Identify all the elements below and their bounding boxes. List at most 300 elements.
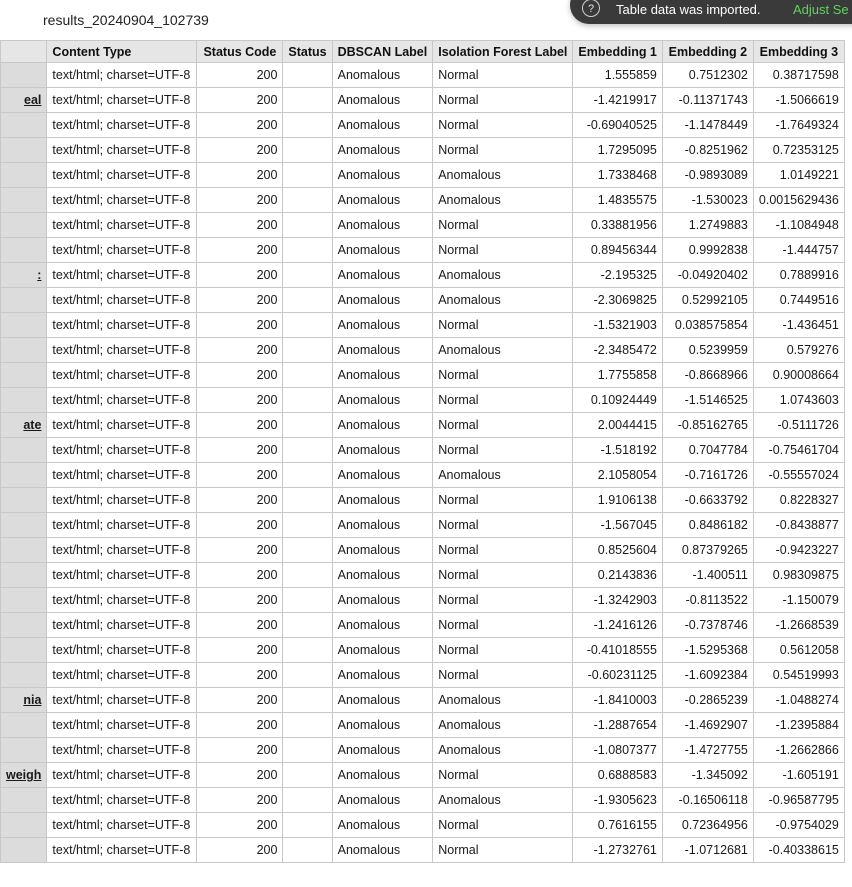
embedding-2-cell[interactable]: -1.5146525 <box>662 388 753 413</box>
status-cell[interactable] <box>283 588 332 613</box>
content-type-cell[interactable]: text/html; charset=UTF-8 <box>47 788 197 813</box>
embedding-3-cell[interactable]: -1.7649324 <box>753 113 844 138</box>
dbscan-label-cell[interactable]: Anomalous <box>332 638 433 663</box>
row-label[interactable]: : <box>1 263 47 288</box>
embedding-1-cell[interactable]: -1.0807377 <box>573 738 662 763</box>
question-icon[interactable]: ? <box>582 0 600 17</box>
embedding-3-cell[interactable]: -1.2668539 <box>753 613 844 638</box>
content-type-cell[interactable]: text/html; charset=UTF-8 <box>47 813 197 838</box>
status-cell[interactable] <box>283 638 332 663</box>
embedding-2-cell[interactable]: 0.7512302 <box>662 63 753 88</box>
embedding-1-cell[interactable]: -1.2416126 <box>573 613 662 638</box>
status-cell[interactable] <box>283 188 332 213</box>
embedding-2-cell[interactable]: 0.038575854 <box>662 313 753 338</box>
embedding-2-cell[interactable]: -0.8668966 <box>662 363 753 388</box>
row-label[interactable] <box>1 63 47 88</box>
dbscan-label-cell[interactable]: Anomalous <box>332 688 433 713</box>
embedding-3-cell[interactable]: -0.8438877 <box>753 513 844 538</box>
row-label[interactable] <box>1 538 47 563</box>
column-header[interactable]: Status <box>283 41 332 63</box>
isolation-forest-label-cell[interactable]: Normal <box>433 638 573 663</box>
embedding-2-cell[interactable]: 0.72364956 <box>662 813 753 838</box>
dbscan-label-cell[interactable]: Anomalous <box>332 788 433 813</box>
status-cell[interactable] <box>283 563 332 588</box>
content-type-cell[interactable]: text/html; charset=UTF-8 <box>47 638 197 663</box>
embedding-1-cell[interactable]: 1.7295095 <box>573 138 662 163</box>
embedding-1-cell[interactable]: -2.3485472 <box>573 338 662 363</box>
embedding-3-cell[interactable]: -1.436451 <box>753 313 844 338</box>
isolation-forest-label-cell[interactable]: Anomalous <box>433 338 573 363</box>
embedding-2-cell[interactable]: -1.5295368 <box>662 638 753 663</box>
isolation-forest-label-cell[interactable]: Normal <box>433 513 573 538</box>
embedding-2-cell[interactable]: -0.2865239 <box>662 688 753 713</box>
status-cell[interactable] <box>283 413 332 438</box>
row-label[interactable] <box>1 788 47 813</box>
embedding-3-cell[interactable]: 0.7889916 <box>753 263 844 288</box>
status-cell[interactable] <box>283 713 332 738</box>
status-code-cell[interactable]: 200 <box>197 63 283 88</box>
status-code-cell[interactable]: 200 <box>197 788 283 813</box>
dbscan-label-cell[interactable]: Anomalous <box>332 313 433 338</box>
embedding-3-cell[interactable]: 0.98309875 <box>753 563 844 588</box>
embedding-1-cell[interactable]: 0.10924449 <box>573 388 662 413</box>
dbscan-label-cell[interactable]: Anomalous <box>332 188 433 213</box>
isolation-forest-label-cell[interactable]: Normal <box>433 563 573 588</box>
embedding-2-cell[interactable]: -0.9893089 <box>662 163 753 188</box>
status-code-cell[interactable]: 200 <box>197 738 283 763</box>
status-cell[interactable] <box>283 813 332 838</box>
embedding-3-cell[interactable]: -0.55557024 <box>753 463 844 488</box>
embedding-1-cell[interactable]: -2.195325 <box>573 263 662 288</box>
isolation-forest-label-cell[interactable]: Anomalous <box>433 688 573 713</box>
isolation-forest-label-cell[interactable]: Anomalous <box>433 288 573 313</box>
embedding-1-cell[interactable]: 0.33881956 <box>573 213 662 238</box>
embedding-2-cell[interactable]: -1.530023 <box>662 188 753 213</box>
embedding-1-cell[interactable]: 1.4835575 <box>573 188 662 213</box>
isolation-forest-label-cell[interactable]: Normal <box>433 413 573 438</box>
embedding-2-cell[interactable]: 0.52992105 <box>662 288 753 313</box>
embedding-3-cell[interactable]: -1.150079 <box>753 588 844 613</box>
embedding-3-cell[interactable]: 0.7449516 <box>753 288 844 313</box>
embedding-3-cell[interactable]: 0.579276 <box>753 338 844 363</box>
embedding-1-cell[interactable]: 1.7338468 <box>573 163 662 188</box>
dbscan-label-cell[interactable]: Anomalous <box>332 513 433 538</box>
embedding-3-cell[interactable]: 0.72353125 <box>753 138 844 163</box>
embedding-2-cell[interactable]: -1.400511 <box>662 563 753 588</box>
status-cell[interactable] <box>283 738 332 763</box>
row-label[interactable] <box>1 363 47 388</box>
dbscan-label-cell[interactable]: Anomalous <box>332 563 433 588</box>
status-cell[interactable] <box>283 763 332 788</box>
status-cell[interactable] <box>283 488 332 513</box>
row-label[interactable]: eal <box>1 88 47 113</box>
content-type-cell[interactable]: text/html; charset=UTF-8 <box>47 88 197 113</box>
isolation-forest-label-cell[interactable]: Anomalous <box>433 188 573 213</box>
dbscan-label-cell[interactable]: Anomalous <box>332 488 433 513</box>
dbscan-label-cell[interactable]: Anomalous <box>332 63 433 88</box>
status-cell[interactable] <box>283 338 332 363</box>
status-cell[interactable] <box>283 88 332 113</box>
embedding-3-cell[interactable]: -1.605191 <box>753 763 844 788</box>
status-code-cell[interactable]: 200 <box>197 113 283 138</box>
row-label[interactable]: weigh <box>1 763 47 788</box>
embedding-2-cell[interactable]: -1.1478449 <box>662 113 753 138</box>
isolation-forest-label-cell[interactable]: Normal <box>433 213 573 238</box>
embedding-3-cell[interactable]: -0.40338615 <box>753 838 844 863</box>
dbscan-label-cell[interactable]: Anomalous <box>332 338 433 363</box>
status-code-cell[interactable]: 200 <box>197 638 283 663</box>
status-cell[interactable] <box>283 663 332 688</box>
dbscan-label-cell[interactable]: Anomalous <box>332 613 433 638</box>
status-code-cell[interactable]: 200 <box>197 513 283 538</box>
isolation-forest-label-cell[interactable]: Anomalous <box>433 463 573 488</box>
embedding-3-cell[interactable]: 0.38717598 <box>753 63 844 88</box>
content-type-cell[interactable]: text/html; charset=UTF-8 <box>47 763 197 788</box>
status-code-cell[interactable]: 200 <box>197 688 283 713</box>
embedding-1-cell[interactable]: 1.9106138 <box>573 488 662 513</box>
status-code-cell[interactable]: 200 <box>197 188 283 213</box>
row-label[interactable] <box>1 638 47 663</box>
embedding-3-cell[interactable]: 0.90008664 <box>753 363 844 388</box>
status-code-cell[interactable]: 200 <box>197 713 283 738</box>
dbscan-label-cell[interactable]: Anomalous <box>332 288 433 313</box>
embedding-3-cell[interactable]: -0.5111726 <box>753 413 844 438</box>
status-code-cell[interactable]: 200 <box>197 838 283 863</box>
status-cell[interactable] <box>283 238 332 263</box>
row-label[interactable] <box>1 463 47 488</box>
status-code-cell[interactable]: 200 <box>197 463 283 488</box>
embedding-3-cell[interactable]: -1.0488274 <box>753 688 844 713</box>
embedding-3-cell[interactable]: -0.75461704 <box>753 438 844 463</box>
isolation-forest-label-cell[interactable]: Normal <box>433 438 573 463</box>
status-cell[interactable] <box>283 313 332 338</box>
dbscan-label-cell[interactable]: Anomalous <box>332 463 433 488</box>
dbscan-label-cell[interactable]: Anomalous <box>332 388 433 413</box>
content-type-cell[interactable]: text/html; charset=UTF-8 <box>47 438 197 463</box>
dbscan-label-cell[interactable]: Anomalous <box>332 763 433 788</box>
row-label[interactable]: ate <box>1 413 47 438</box>
embedding-1-cell[interactable]: -1.2887654 <box>573 713 662 738</box>
status-code-cell[interactable]: 200 <box>197 438 283 463</box>
embedding-2-cell[interactable]: -0.8251962 <box>662 138 753 163</box>
isolation-forest-label-cell[interactable]: Normal <box>433 313 573 338</box>
status-code-cell[interactable]: 200 <box>197 238 283 263</box>
isolation-forest-label-cell[interactable]: Normal <box>433 538 573 563</box>
row-label[interactable] <box>1 563 47 588</box>
column-header[interactable]: Isolation Forest Label <box>433 41 573 63</box>
status-cell[interactable] <box>283 438 332 463</box>
status-code-cell[interactable]: 200 <box>197 163 283 188</box>
status-code-cell[interactable]: 200 <box>197 313 283 338</box>
embedding-2-cell[interactable]: -1.4727755 <box>662 738 753 763</box>
status-code-cell[interactable]: 200 <box>197 813 283 838</box>
isolation-forest-label-cell[interactable]: Anomalous <box>433 738 573 763</box>
embedding-1-cell[interactable]: 0.6888583 <box>573 763 662 788</box>
content-type-cell[interactable]: text/html; charset=UTF-8 <box>47 263 197 288</box>
table-row <box>1 213 845 238</box>
embedding-1-cell[interactable]: 1.7755858 <box>573 363 662 388</box>
status-code-cell[interactable]: 200 <box>197 138 283 163</box>
isolation-forest-label-cell[interactable]: Normal <box>433 488 573 513</box>
content-type-cell[interactable]: text/html; charset=UTF-8 <box>47 138 197 163</box>
embedding-2-cell[interactable]: -1.4692907 <box>662 713 753 738</box>
row-label[interactable] <box>1 188 47 213</box>
content-type-cell[interactable]: text/html; charset=UTF-8 <box>47 363 197 388</box>
embedding-1-cell[interactable]: -1.4219917 <box>573 88 662 113</box>
embedding-2-cell[interactable]: 0.7047784 <box>662 438 753 463</box>
isolation-forest-label-cell[interactable]: Normal <box>433 813 573 838</box>
isolation-forest-label-cell[interactable]: Normal <box>433 838 573 863</box>
content-type-cell[interactable]: text/html; charset=UTF-8 <box>47 688 197 713</box>
status-code-cell[interactable]: 200 <box>197 413 283 438</box>
adjust-settings-button[interactable]: Adjust Se <box>793 2 849 17</box>
embedding-1-cell[interactable]: -0.69040525 <box>573 113 662 138</box>
content-type-cell[interactable]: text/html; charset=UTF-8 <box>47 513 197 538</box>
dbscan-label-cell[interactable]: Anomalous <box>332 538 433 563</box>
dbscan-label-cell[interactable]: Anomalous <box>332 438 433 463</box>
status-cell[interactable] <box>283 113 332 138</box>
embedding-2-cell[interactable]: 0.8486182 <box>662 513 753 538</box>
content-type-cell[interactable]: text/html; charset=UTF-8 <box>47 63 197 88</box>
embedding-1-cell[interactable]: 2.1058054 <box>573 463 662 488</box>
dbscan-label-cell[interactable]: Anomalous <box>332 88 433 113</box>
embedding-1-cell[interactable]: 0.89456344 <box>573 238 662 263</box>
column-header[interactable]: Embedding 2 <box>662 41 753 63</box>
embedding-1-cell[interactable]: -1.2732761 <box>573 838 662 863</box>
status-code-cell[interactable]: 200 <box>197 388 283 413</box>
embedding-3-cell[interactable]: 0.54519993 <box>753 663 844 688</box>
embedding-2-cell[interactable]: -1.6092384 <box>662 663 753 688</box>
embedding-2-cell[interactable]: -1.0712681 <box>662 838 753 863</box>
status-code-cell[interactable]: 200 <box>197 488 283 513</box>
status-cell[interactable] <box>283 63 332 88</box>
embedding-3-cell[interactable]: -1.1084948 <box>753 213 844 238</box>
embedding-1-cell[interactable]: 0.7616155 <box>573 813 662 838</box>
status-code-cell[interactable]: 200 <box>197 288 283 313</box>
embedding-2-cell[interactable]: 1.2749883 <box>662 213 753 238</box>
dbscan-label-cell[interactable]: Anomalous <box>332 113 433 138</box>
status-cell[interactable] <box>283 613 332 638</box>
isolation-forest-label-cell[interactable]: Normal <box>433 663 573 688</box>
status-cell[interactable] <box>283 213 332 238</box>
row-label[interactable] <box>1 488 47 513</box>
row-label[interactable] <box>1 713 47 738</box>
status-cell[interactable] <box>283 538 332 563</box>
row-label[interactable] <box>1 588 47 613</box>
embedding-3-cell[interactable]: -0.9754029 <box>753 813 844 838</box>
isolation-forest-label-cell[interactable]: Normal <box>433 763 573 788</box>
content-type-cell[interactable]: text/html; charset=UTF-8 <box>47 563 197 588</box>
column-header[interactable]: Status Code <box>197 41 283 63</box>
column-header[interactable]: Content Type <box>47 41 197 63</box>
embedding-1-cell[interactable]: -1.8410003 <box>573 688 662 713</box>
status-code-cell[interactable]: 200 <box>197 763 283 788</box>
row-label[interactable] <box>1 288 47 313</box>
content-type-cell[interactable]: text/html; charset=UTF-8 <box>47 838 197 863</box>
content-type-cell[interactable]: text/html; charset=UTF-8 <box>47 488 197 513</box>
row-label[interactable]: nia <box>1 688 47 713</box>
dbscan-label-cell[interactable]: Anomalous <box>332 588 433 613</box>
embedding-2-cell[interactable]: -0.8113522 <box>662 588 753 613</box>
embedding-1-cell[interactable]: -0.60231125 <box>573 663 662 688</box>
isolation-forest-label-cell[interactable]: Normal <box>433 88 573 113</box>
isolation-forest-label-cell[interactable]: Normal <box>433 588 573 613</box>
embedding-1-cell[interactable]: 1.555859 <box>573 63 662 88</box>
isolation-forest-label-cell[interactable]: Anomalous <box>433 713 573 738</box>
embedding-1-cell[interactable]: 2.0044415 <box>573 413 662 438</box>
embedding-3-cell[interactable]: -1.5066619 <box>753 88 844 113</box>
embedding-2-cell[interactable]: -0.16506118 <box>662 788 753 813</box>
embedding-1-cell[interactable]: -1.567045 <box>573 513 662 538</box>
isolation-forest-label-cell[interactable]: Anomalous <box>433 263 573 288</box>
row-label[interactable] <box>1 388 47 413</box>
status-code-cell[interactable]: 200 <box>197 588 283 613</box>
isolation-forest-label-cell[interactable]: Normal <box>433 138 573 163</box>
embedding-1-cell[interactable]: 0.2143836 <box>573 563 662 588</box>
embedding-3-cell[interactable]: -1.2395884 <box>753 713 844 738</box>
row-label[interactable] <box>1 163 47 188</box>
embedding-3-cell[interactable]: -1.2662866 <box>753 738 844 763</box>
embedding-3-cell[interactable]: 0.0015629436 <box>753 188 844 213</box>
embedding-2-cell[interactable]: -0.7161726 <box>662 463 753 488</box>
content-type-cell[interactable]: text/html; charset=UTF-8 <box>47 113 197 138</box>
row-label[interactable] <box>1 313 47 338</box>
dbscan-label-cell[interactable]: Anomalous <box>332 413 433 438</box>
dbscan-label-cell[interactable]: Anomalous <box>332 138 433 163</box>
dbscan-label-cell[interactable]: Anomalous <box>332 238 433 263</box>
status-cell[interactable] <box>283 288 332 313</box>
content-type-cell[interactable]: text/html; charset=UTF-8 <box>47 538 197 563</box>
row-label[interactable] <box>1 513 47 538</box>
embedding-2-cell[interactable]: -0.85162765 <box>662 413 753 438</box>
dbscan-label-cell[interactable]: Anomalous <box>332 713 433 738</box>
embedding-3-cell[interactable]: 0.8228327 <box>753 488 844 513</box>
dbscan-label-cell[interactable]: Anomalous <box>332 363 433 388</box>
content-type-cell[interactable]: text/html; charset=UTF-8 <box>47 288 197 313</box>
status-cell[interactable] <box>283 788 332 813</box>
row-label[interactable] <box>1 338 47 363</box>
isolation-forest-label-cell[interactable]: Normal <box>433 238 573 263</box>
embedding-2-cell[interactable]: -0.7378746 <box>662 613 753 638</box>
embedding-3-cell[interactable]: 1.0743603 <box>753 388 844 413</box>
content-type-cell[interactable]: text/html; charset=UTF-8 <box>47 663 197 688</box>
content-type-cell[interactable]: text/html; charset=UTF-8 <box>47 313 197 338</box>
embedding-1-cell[interactable]: -1.518192 <box>573 438 662 463</box>
status-code-cell[interactable]: 200 <box>197 613 283 638</box>
embedding-3-cell[interactable]: -0.96587795 <box>753 788 844 813</box>
dbscan-label-cell[interactable]: Anomalous <box>332 813 433 838</box>
row-label[interactable] <box>1 138 47 163</box>
dbscan-label-cell[interactable]: Anomalous <box>332 738 433 763</box>
embedding-1-cell[interactable]: -1.5321903 <box>573 313 662 338</box>
content-type-cell[interactable]: text/html; charset=UTF-8 <box>47 388 197 413</box>
isolation-forest-label-cell[interactable]: Normal <box>433 613 573 638</box>
dbscan-label-cell[interactable]: Anomalous <box>332 163 433 188</box>
status-code-cell[interactable]: 200 <box>197 663 283 688</box>
status-code-cell[interactable]: 200 <box>197 88 283 113</box>
status-code-cell[interactable]: 200 <box>197 338 283 363</box>
embedding-2-cell[interactable]: -0.11371743 <box>662 88 753 113</box>
embedding-2-cell[interactable]: -0.04920402 <box>662 263 753 288</box>
isolation-forest-label-cell[interactable]: Normal <box>433 63 573 88</box>
dbscan-label-cell[interactable]: Anomalous <box>332 838 433 863</box>
embedding-3-cell[interactable]: 1.0149221 <box>753 163 844 188</box>
status-cell[interactable] <box>283 263 332 288</box>
status-cell[interactable] <box>283 388 332 413</box>
row-label[interactable] <box>1 238 47 263</box>
row-label[interactable] <box>1 113 47 138</box>
status-cell[interactable] <box>283 688 332 713</box>
dbscan-label-cell[interactable]: Anomalous <box>332 663 433 688</box>
row-label[interactable] <box>1 213 47 238</box>
content-type-cell[interactable]: text/html; charset=UTF-8 <box>47 738 197 763</box>
status-cell[interactable] <box>283 838 332 863</box>
status-cell[interactable] <box>283 363 332 388</box>
embedding-2-cell[interactable]: 0.87379265 <box>662 538 753 563</box>
status-code-cell[interactable]: 200 <box>197 263 283 288</box>
sheet-title[interactable]: results_20240904_102739 <box>43 12 209 28</box>
status-code-cell[interactable]: 200 <box>197 213 283 238</box>
isolation-forest-label-cell[interactable]: Anomalous <box>433 163 573 188</box>
row-label[interactable] <box>1 663 47 688</box>
status-code-cell[interactable]: 200 <box>197 538 283 563</box>
embedding-3-cell[interactable]: 0.5612058 <box>753 638 844 663</box>
status-code-cell[interactable]: 200 <box>197 363 283 388</box>
content-type-cell[interactable]: text/html; charset=UTF-8 <box>47 238 197 263</box>
isolation-forest-label-cell[interactable]: Normal <box>433 113 573 138</box>
status-code-cell[interactable]: 200 <box>197 563 283 588</box>
embedding-2-cell[interactable]: 0.5239959 <box>662 338 753 363</box>
embedding-3-cell[interactable]: -0.9423227 <box>753 538 844 563</box>
status-cell[interactable] <box>283 163 332 188</box>
content-type-cell[interactable]: text/html; charset=UTF-8 <box>47 338 197 363</box>
content-type-cell[interactable]: text/html; charset=UTF-8 <box>47 163 197 188</box>
status-cell[interactable] <box>283 463 332 488</box>
dbscan-label-cell[interactable]: Anomalous <box>332 263 433 288</box>
embedding-1-cell[interactable]: -1.3242903 <box>573 588 662 613</box>
dbscan-label-cell[interactable]: Anomalous <box>332 213 433 238</box>
column-header[interactable]: DBSCAN Label <box>332 41 433 63</box>
isolation-forest-label-cell[interactable]: Anomalous <box>433 788 573 813</box>
row-label[interactable] <box>1 738 47 763</box>
isolation-forest-label-cell[interactable]: Normal <box>433 388 573 413</box>
embedding-2-cell[interactable]: -1.345092 <box>662 763 753 788</box>
content-type-cell[interactable]: text/html; charset=UTF-8 <box>47 463 197 488</box>
row-label[interactable] <box>1 438 47 463</box>
content-type-cell[interactable]: text/html; charset=UTF-8 <box>47 613 197 638</box>
embedding-2-cell[interactable]: 0.9992838 <box>662 238 753 263</box>
content-type-cell[interactable]: text/html; charset=UTF-8 <box>47 413 197 438</box>
embedding-1-cell[interactable]: -1.9305623 <box>573 788 662 813</box>
column-header[interactable]: Embedding 1 <box>573 41 662 63</box>
content-type-cell[interactable]: text/html; charset=UTF-8 <box>47 713 197 738</box>
embedding-1-cell[interactable]: -2.3069825 <box>573 288 662 313</box>
row-label[interactable] <box>1 838 47 863</box>
content-type-cell[interactable]: text/html; charset=UTF-8 <box>47 188 197 213</box>
status-cell[interactable] <box>283 138 332 163</box>
embedding-3-cell[interactable]: -1.444757 <box>753 238 844 263</box>
status-cell[interactable] <box>283 513 332 538</box>
isolation-forest-label-cell[interactable]: Normal <box>433 363 573 388</box>
row-label[interactable] <box>1 613 47 638</box>
embedding-1-cell[interactable]: 0.8525604 <box>573 538 662 563</box>
content-type-cell[interactable]: text/html; charset=UTF-8 <box>47 213 197 238</box>
row-label[interactable] <box>1 813 47 838</box>
content-type-cell[interactable]: text/html; charset=UTF-8 <box>47 588 197 613</box>
embedding-1-cell[interactable]: -0.41018555 <box>573 638 662 663</box>
column-header[interactable]: Embedding 3 <box>753 41 844 63</box>
embedding-2-cell[interactable]: -0.6633792 <box>662 488 753 513</box>
